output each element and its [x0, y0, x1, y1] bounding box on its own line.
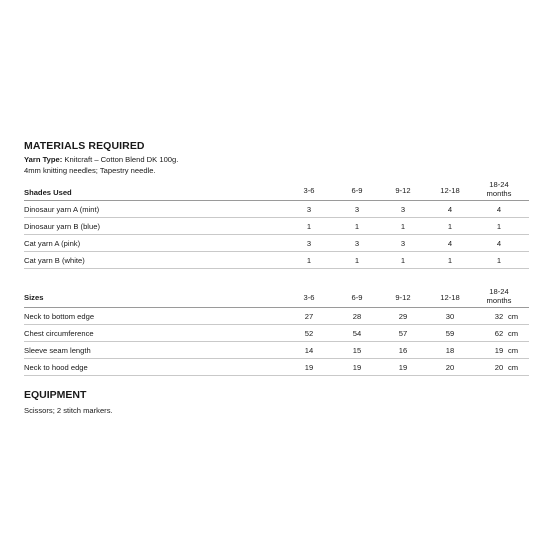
row-value: 30	[445, 312, 455, 321]
row-value: 1	[496, 222, 502, 231]
row-label: Neck to hood edge	[24, 363, 88, 372]
row-label: Cat yarn B (white)	[24, 256, 85, 265]
sizes-header-label: Sizes	[24, 293, 44, 302]
row-value: 32	[494, 312, 504, 321]
table-row	[24, 359, 529, 376]
row-label: Neck to bottom edge	[24, 312, 95, 321]
row-value: 3	[354, 239, 360, 248]
row-value: 4	[447, 205, 453, 214]
size-header-4: 12-18	[440, 186, 460, 195]
table-row	[24, 308, 529, 325]
equipment-title: EQUIPMENT	[24, 389, 87, 401]
table-row	[24, 342, 529, 359]
equipment-text: Scissors; 2 stitch markers.	[24, 406, 113, 415]
size-header-4: 12-18	[440, 293, 460, 302]
row-unit: cm	[508, 312, 519, 321]
table-row	[24, 235, 529, 252]
row-value: 19	[304, 363, 314, 372]
row-label: Dinosaur yarn A (mint)	[24, 205, 100, 214]
row-value: 4	[496, 205, 502, 214]
materials-title: MATERIALS REQUIRED	[24, 140, 145, 152]
yarn-type-value: Knitcraft – Cotton Blend DK 100g.	[62, 155, 179, 164]
needles-line: 4mm knitting needles; Tapestry needle.	[24, 166, 156, 175]
shades-header-row	[24, 180, 529, 201]
table-row	[24, 252, 529, 269]
yarn-type-label: Yarn Type:	[24, 155, 63, 164]
row-unit: cm	[508, 329, 519, 338]
row-value: 1	[354, 222, 360, 231]
row-value: 19	[398, 363, 408, 372]
row-value: 1	[447, 256, 453, 265]
row-value: 18	[445, 346, 455, 355]
size-header-3: 9-12	[395, 186, 411, 195]
size-header-1: 3-6	[303, 293, 315, 302]
table-row	[24, 325, 529, 342]
row-value: 4	[447, 239, 453, 248]
row-value: 1	[306, 256, 312, 265]
row-value: 1	[400, 222, 406, 231]
size-header-2: 6-9	[351, 186, 363, 195]
size-header-5: 18-24 months	[486, 180, 512, 198]
sizes-table	[24, 287, 529, 376]
row-value: 1	[354, 256, 360, 265]
sizes-header-row	[24, 287, 529, 308]
row-value: 1	[400, 256, 406, 265]
size-header-2: 6-9	[351, 293, 363, 302]
row-value: 3	[400, 205, 406, 214]
table-row	[24, 218, 529, 235]
shades-header-label: Shades Used	[24, 188, 72, 197]
row-value: 52	[304, 329, 314, 338]
row-value: 14	[304, 346, 314, 355]
size-header-5: 18-24 months	[486, 287, 512, 305]
size-header-3: 9-12	[395, 293, 411, 302]
shades-table	[24, 180, 529, 269]
row-value: 3	[306, 205, 312, 214]
row-value: 1	[496, 256, 502, 265]
row-value: 54	[352, 329, 362, 338]
row-value: 20	[445, 363, 455, 372]
row-label: Cat yarn A (pink)	[24, 239, 81, 248]
row-value: 3	[354, 205, 360, 214]
row-value: 1	[447, 222, 453, 231]
row-label: Dinosaur yarn B (blue)	[24, 222, 100, 231]
row-value: 20	[494, 363, 504, 372]
row-unit: cm	[508, 346, 519, 355]
yarn-type-line	[24, 155, 178, 164]
row-value: 19	[352, 363, 362, 372]
row-value: 27	[304, 312, 314, 321]
size-header-1: 3-6	[303, 186, 315, 195]
row-value: 29	[398, 312, 408, 321]
row-value: 59	[445, 329, 455, 338]
row-value: 28	[352, 312, 362, 321]
row-unit: cm	[508, 363, 519, 372]
row-label: Chest circumference	[24, 329, 94, 338]
row-value: 4	[496, 239, 502, 248]
row-value: 62	[494, 329, 504, 338]
row-value: 3	[306, 239, 312, 248]
row-value: 15	[352, 346, 362, 355]
row-value: 3	[400, 239, 406, 248]
row-label: Sleeve seam length	[24, 346, 91, 355]
row-value: 1	[306, 222, 312, 231]
row-value: 16	[398, 346, 408, 355]
row-value: 57	[398, 329, 408, 338]
table-row	[24, 201, 529, 218]
row-value: 19	[494, 346, 504, 355]
